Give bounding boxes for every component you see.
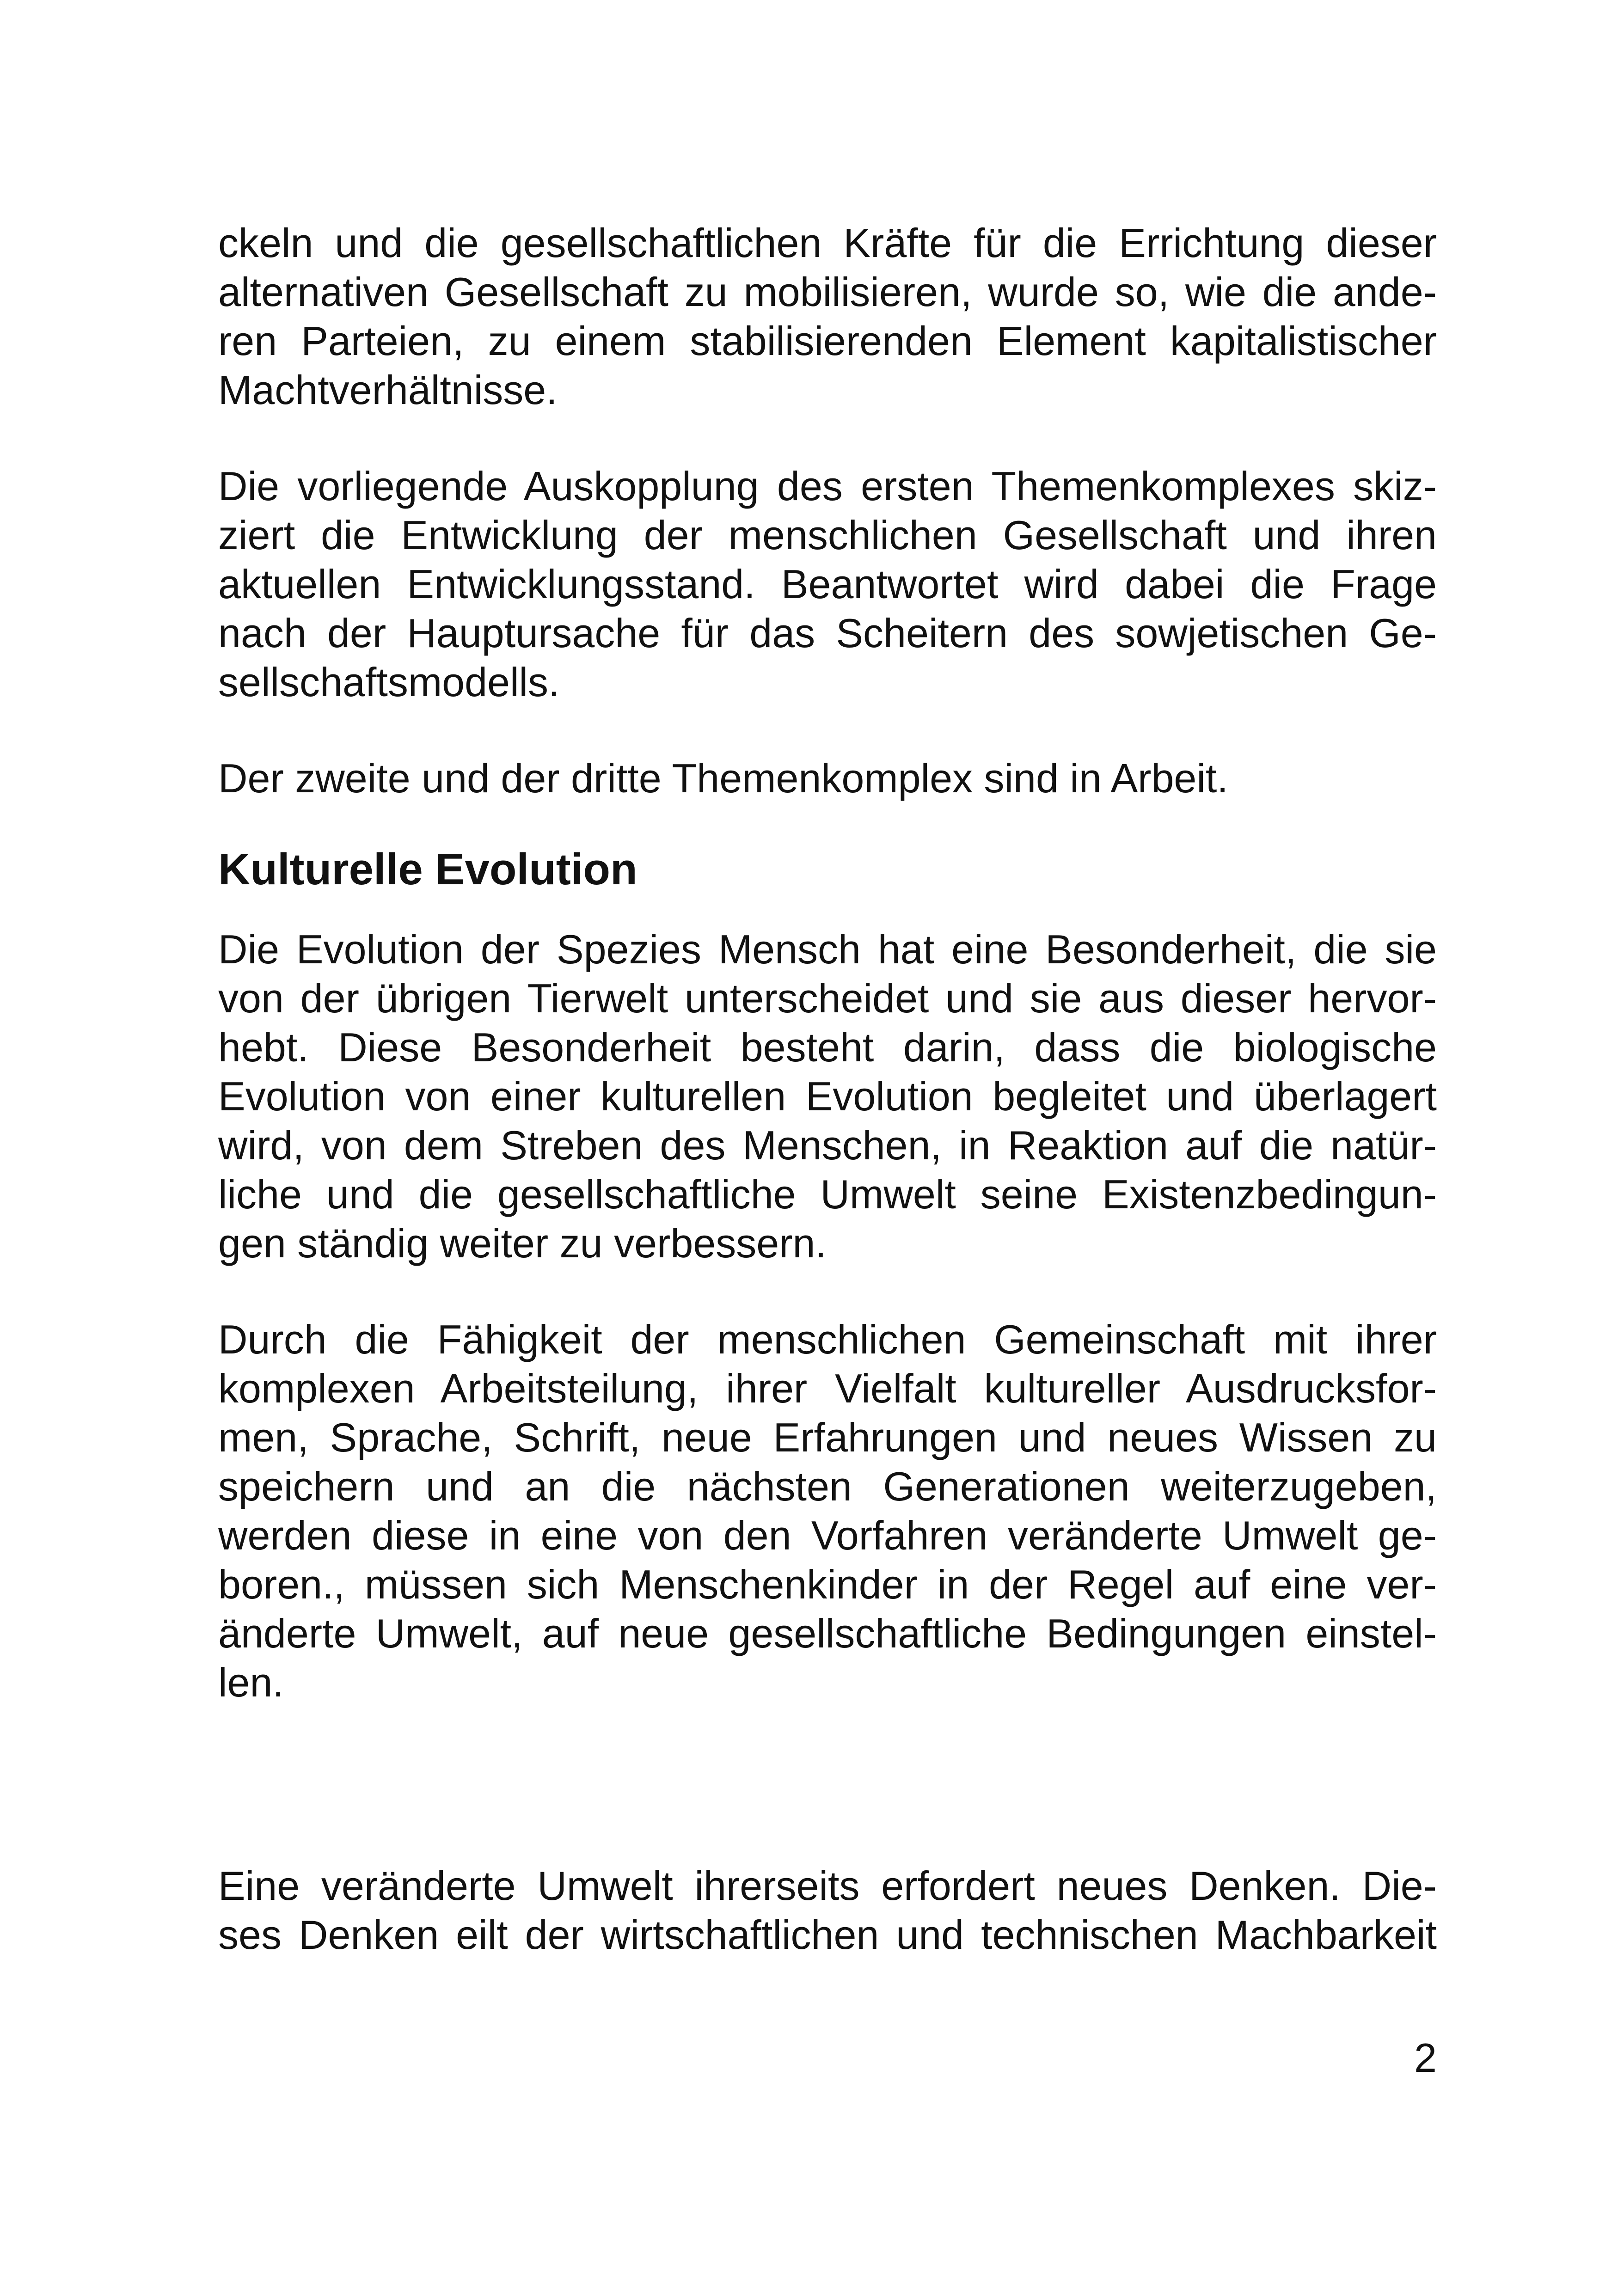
text-line: boren., müssen sich Menschenkinder in der Regel auf eine ver- (218, 1561, 1437, 1607)
text-line: wird, von dem Streben des Menschen, in Reaktion auf die natür- (218, 1122, 1437, 1168)
text-line: ziert die Entwicklung der menschlichen Gesellschaft und ihren (218, 512, 1437, 558)
text-line: hebt. Diese Besonderheit besteht darin, dass die biologische (218, 1024, 1437, 1070)
text-line: Eine veränderte Umwelt ihrerseits erfordert neues Denken. Die- (218, 1863, 1437, 1909)
text-line: ses Denken eilt der wirtschaftlichen und technischen Machbarkeit (218, 1912, 1437, 1958)
page-number: 2 (1414, 2035, 1437, 2081)
text-line: ren Parteien, zu einem stabilisierenden Element kapitalistischer (218, 318, 1437, 364)
text-line: werden diese in eine von den Vorfahren veränderte Umwelt ge- (218, 1512, 1437, 1558)
text-line: Machtverhältnisse. (218, 367, 558, 413)
text-line: komplexen Arbeitsteilung, ihrer Vielfalt kultureller Ausdrucksfor- (218, 1365, 1437, 1411)
text-line: nach der Hauptursache für das Scheitern des sowjetischen Ge- (218, 610, 1437, 656)
text-line: Evolution von einer kulturellen Evolution begleitet und überlagert (218, 1073, 1437, 1119)
text-line: aktuellen Entwicklungsstand. Beantwortet wird dabei die Frage (218, 561, 1437, 607)
text-line: alternativen Gesellschaft zu mobilisieren, wurde so, wie die ande- (218, 269, 1437, 315)
text-line: Die vorliegende Auskopplung des ersten Themenkomplexes skiz- (218, 463, 1437, 509)
text-line: gen ständig weiter zu verbessern. (218, 1220, 827, 1266)
text-line: speichern und an die nächsten Generationen weiterzugeben, (218, 1463, 1437, 1509)
text-line: liche und die gesellschaftliche Umwelt seine Existenzbedingun- (218, 1171, 1437, 1217)
text-line: Durch die Fähigkeit der menschlichen Gemeinschaft mit ihrer (218, 1316, 1437, 1362)
text-line: von der übrigen Tierwelt unterscheidet und sie aus dieser hervor- (218, 975, 1437, 1021)
text-line: Die Evolution der Spezies Mensch hat eine Besonderheit, die sie (218, 926, 1437, 972)
text-line: sellschaftsmodells. (218, 659, 560, 705)
section-heading: Kulturelle Evolution (218, 845, 637, 894)
text-line: len. (218, 1659, 284, 1705)
text-line: änderte Umwelt, auf neue gesellschaftliche Bedingungen einstel- (218, 1610, 1437, 1656)
text-line: ckeln und die gesellschaftlichen Kräfte für die Errichtung dieser (218, 220, 1437, 266)
text-line: men, Sprache, Schrift, neue Erfahrungen und neues Wissen zu (218, 1414, 1437, 1460)
text-line: Der zweite und der dritte Themenkomplex sind in Arbeit. (218, 755, 1228, 801)
